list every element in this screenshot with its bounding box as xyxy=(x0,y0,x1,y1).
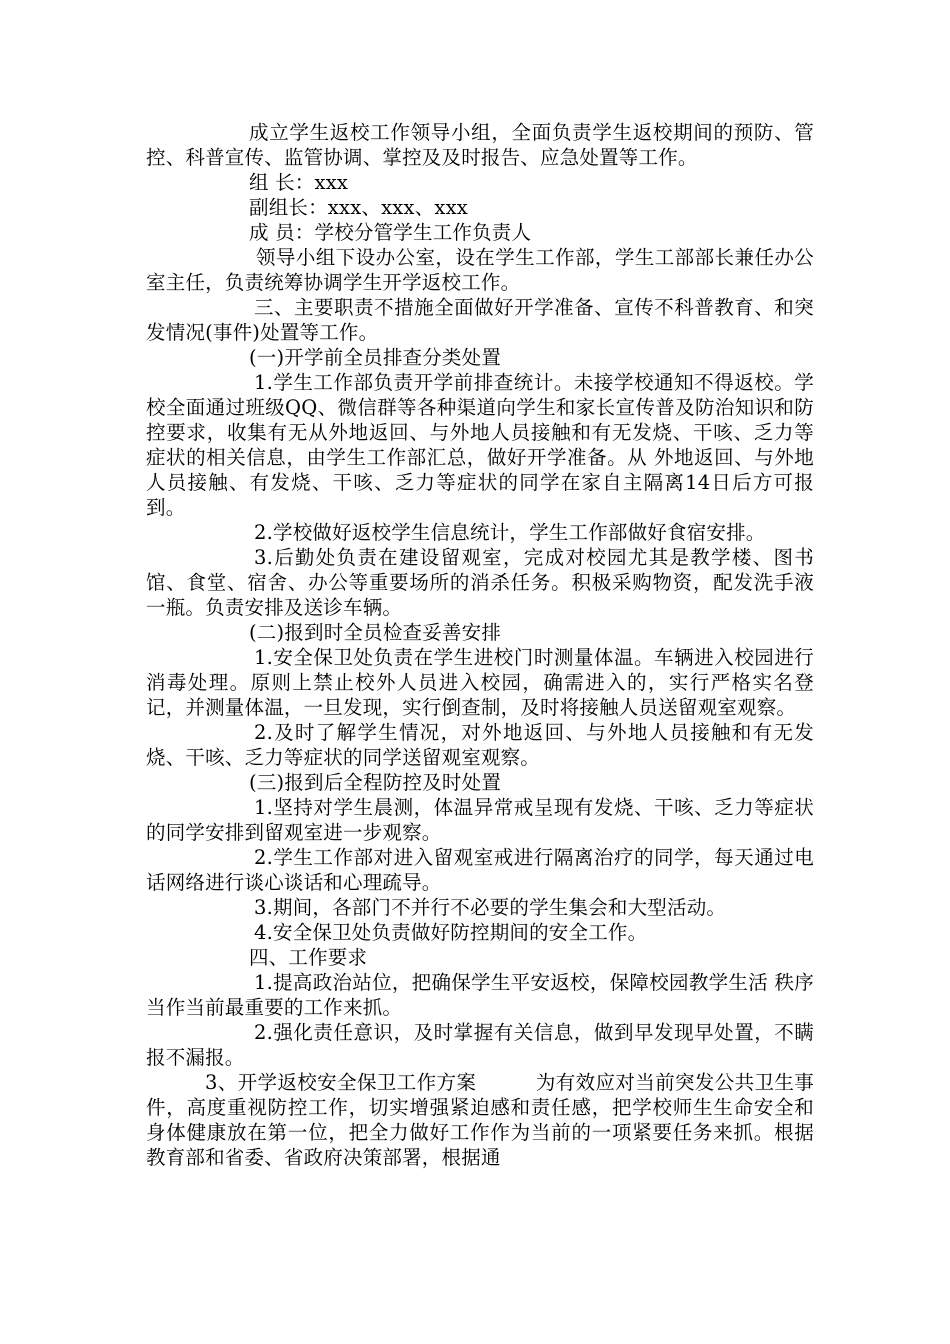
paragraph-registration-item-1: 1.安全保卫处负责在学生进校门时测量体温。车辆进入校园进行消毒处理。原则上禁止校外人员进入校园，确需进入的，实行严格实名登记，并测量体温，一旦发现，实行倒查制，及时将接触人员送留观室观察。 xyxy=(146,646,814,719)
paragraph-requirement-2: 2.强化责任意识，及时掌握有关信息，做到早发现早处置，不瞒报不漏报。 xyxy=(146,1021,814,1069)
paragraph-security-plan: 3、开学返校安全保卫工作方案 为有效应对当前突发公共卫生事件，高度重视防控工作，切实增强紧迫感和责任感，把学校师生生命安全和身体健康放在第一位，把全力做好工作作为当前的一项紧要任务来抓。根据教育部和省委、省政府决策部署，根据通 xyxy=(146,1071,814,1169)
paragraph-before-school-item-3: 3.后勤处负责在建设留观室，完成对校园尤其是教学楼、图书馆、食堂、宿舍、办公等重要场所的消杀任务。积极采购物资，配发洗手液一瓶。负责安排及送诊车辆。 xyxy=(146,546,814,619)
subsection-heading-before-school: (一)开学前全员排查分类处置 xyxy=(249,346,502,369)
paragraph-before-school-item-1: 1.学生工作部负责开学前排查统计。未接学校通知不得返校。学校全面通过班级QQ、微信群等各种渠道向学生和家长宣传普及防治知识和防控要求，收集有无从外地返回、与外地人员接触和有无发烧、干咳、乏力等症状的相关信息，由学生工作部汇总，做好开学准备。从 外地返回、与外地人员接触、有发烧、干咳、乏力等症状的同学在家自主隔离14日后方可报到。 xyxy=(146,371,814,519)
paragraph-office: 领导小组下设办公室，设在学生工作部，学生工部部长兼任办公室主任，负责统筹协调学生开学返校工作。 xyxy=(146,246,814,294)
paragraph-after-registration-item-1: 1.坚持对学生晨测，体温异常戒呈现有发烧、干咳、乏力等症状的同学安排到留观室进一步观察。 xyxy=(146,796,814,844)
paragraph-registration-item-2: 2.及时了解学生情况，对外地返回、与外地人员接触和有无发烧、干咳、乏力等症状的同学送留观室观察。 xyxy=(146,721,814,769)
paragraph-after-registration-item-3: 3.期间，各部门不并行不必要的学生集会和大型活动。 xyxy=(254,896,727,919)
paragraph-leadership-group: 成立学生返校工作领导小组，全面负责学生返校期间的预防、管控、科普宣传、监管协调、掌控及及时报告、应急处置等工作。 xyxy=(146,121,814,169)
paragraph-deputy-leader: 副组长：xxx、xxx、xxx xyxy=(249,196,468,219)
paragraph-after-registration-item-2: 2.学生工作部对进入留观室戒进行隔离治疗的同学，每天通过电话网络进行谈心谈话和心理疏导。 xyxy=(146,846,814,894)
section-heading-main-duties: 三、主要职责不措施全面做好开学准备、宣传不科普教育、和突发情况(事件)处置等工作。 xyxy=(146,296,814,344)
section-heading-requirements: 四、工作要求 xyxy=(249,946,368,969)
paragraph-requirement-1: 1.提高政治站位，把确保学生平安返校，保障校园教学生活 秩序当作当前最重要的工作来抓。 xyxy=(146,971,814,1019)
paragraph-members: 成 员：学校分管学生工作负责人 xyxy=(249,221,532,244)
document-body xyxy=(146,120,814,1170)
paragraph-before-school-item-2: 2.学校做好返校学生信息统计，学生工作部做好食宿安排。 xyxy=(254,521,766,544)
subsection-heading-after-registration: (三)报到后全程防控及时处置 xyxy=(249,771,502,794)
paragraph-group-leader: 组 长：xxx xyxy=(249,171,349,194)
subsection-heading-registration: (二)报到时全员检查妥善安排 xyxy=(249,621,502,644)
paragraph-after-registration-item-4: 4.安全保卫处负责做好防控期间的安全工作。 xyxy=(254,921,648,944)
